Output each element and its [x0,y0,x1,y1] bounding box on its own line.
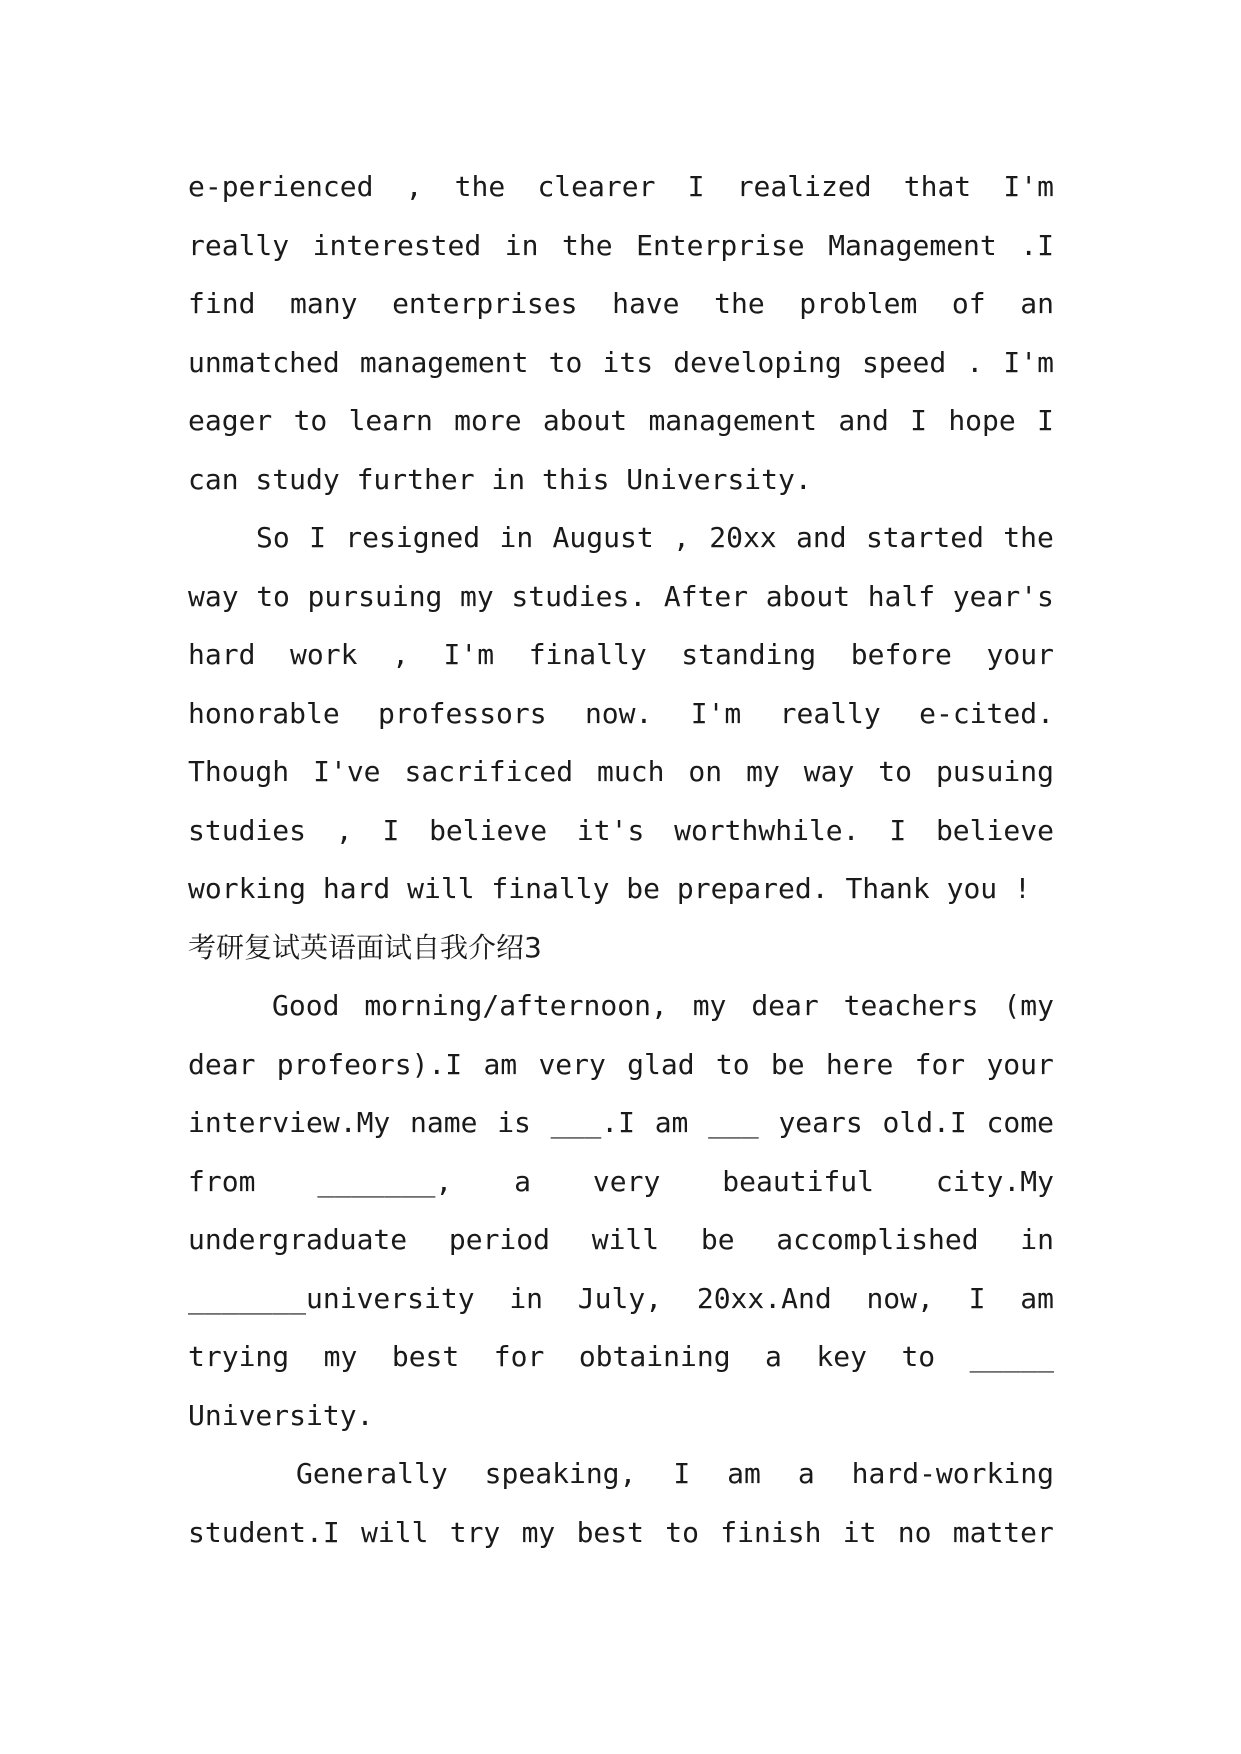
word: dear [751,989,819,1022]
paragraph [188,509,1054,919]
word: am [654,1106,689,1139]
word: obtaining [578,1340,731,1373]
word: started [865,521,984,554]
word: So [256,521,290,554]
word: management [359,345,529,379]
word: before [850,638,952,671]
word: no [897,1515,932,1549]
word: problem [799,287,918,320]
word: I'm [690,696,742,730]
word: _______university [188,1281,475,1315]
word: I [687,170,705,203]
word: speaking, [484,1457,637,1490]
word: morning/afternoon, [364,989,668,1022]
word: half [867,579,936,613]
word: in [1020,1223,1054,1256]
word: on [688,755,723,788]
word: studies. [511,579,647,613]
word: ___.I [550,1106,635,1139]
word: to [548,345,583,379]
word: I'm [443,638,495,671]
word: finish [720,1515,822,1549]
word: year's [952,579,1054,613]
word: student.I [188,1515,340,1549]
text-line [188,1504,1054,1563]
word: finally [528,638,647,671]
word: teachers [843,989,979,1022]
text-line [188,568,1054,627]
word: now, [866,1281,934,1315]
word: way [803,755,855,788]
word: my [746,755,780,788]
section-heading: 考研复试英语面试自我介绍3 [188,930,542,964]
word: is [497,1106,531,1139]
word: the [454,170,506,203]
word: old.I [882,1106,967,1139]
word: my [460,579,494,613]
word: studies [188,813,307,847]
text-line [188,1094,1054,1153]
text-line [188,509,1054,568]
word: Enterprise [636,228,805,262]
word: be [700,1223,735,1256]
word: way [188,579,239,613]
word: 20xx [709,521,777,554]
word: realized [736,170,872,203]
word: and [838,404,889,437]
word: management [648,404,818,437]
word: hard [188,638,256,671]
document-body [188,158,1054,1562]
word: to [715,1047,750,1081]
text-line: can study further in this University. [188,462,812,496]
word: come [986,1106,1054,1139]
word: the [714,287,765,320]
word: beautiful [722,1164,874,1198]
word: standing [681,638,817,671]
word: try [449,1515,501,1549]
word: e-perienced [188,170,374,203]
word: speed [861,345,947,379]
word: professors [378,696,547,730]
word: August [552,521,654,554]
word: best [391,1340,460,1373]
text-line [188,158,1054,217]
word: find [188,287,256,320]
word: e-cited. [919,696,1054,730]
word: unmatched [188,345,340,379]
word: I [1037,404,1054,437]
word: dear [188,1047,256,1081]
word: I [910,404,928,437]
word: period [448,1223,551,1256]
word: to [878,755,913,788]
word: Good [272,989,340,1022]
word: enterprises [392,287,578,320]
word: hope [948,404,1016,437]
word: interview.My [188,1106,391,1139]
word: of [951,287,986,320]
word: , [335,813,353,847]
word: its [602,345,654,379]
word: to [256,579,290,613]
text-line [188,217,1054,276]
word: I [968,1281,986,1315]
text-line [188,275,1054,334]
word: very [538,1047,606,1081]
word: Management [828,228,997,262]
word: am [483,1047,518,1081]
word: After [663,579,749,613]
word: be [770,1047,805,1081]
word: eager [188,404,273,437]
word: sacrificed [404,755,574,788]
word: , [392,638,409,671]
text-line [188,1153,1054,1212]
word: hard-working [851,1457,1054,1490]
word: for [493,1340,545,1373]
word: 20xx.And [696,1281,832,1315]
word: _____ [969,1340,1054,1373]
word: from [188,1164,256,1198]
word: resigned [345,521,481,554]
word: here [825,1047,894,1081]
word: am [727,1457,761,1490]
word: the [1003,521,1054,554]
word: it's [576,813,645,847]
word: undergraduate [188,1223,408,1256]
paragraph [188,977,1054,1445]
word: will [361,1515,429,1549]
word: glad [627,1047,695,1081]
text-line [188,626,1054,685]
word: best [576,1515,645,1549]
word: a [514,1164,531,1198]
word: my [323,1340,358,1373]
text-line: University. [188,1398,374,1432]
text-line [188,1036,1054,1095]
word: for [914,1047,966,1081]
word: ___ [708,1106,759,1139]
word: clearer [537,170,656,203]
word: work [290,638,358,671]
word: (my [1003,989,1054,1022]
word: it [842,1515,877,1549]
word: a [797,1457,815,1490]
word: have [612,287,680,320]
text-line [188,1211,1054,1270]
word: a [765,1340,782,1373]
word: accomplished [776,1223,979,1256]
word: much [597,755,665,788]
word: I'm [1003,170,1054,203]
word: that [903,170,972,203]
word: now. [584,696,653,730]
word: believe [935,813,1054,847]
word: am [1020,1281,1054,1315]
text-line [188,392,1054,451]
word: the [562,228,613,262]
word: key [816,1340,867,1373]
word: I [673,1457,691,1490]
word: name [410,1106,478,1139]
paragraph [188,158,1054,509]
word: my [521,1515,556,1549]
word: years [778,1106,863,1139]
word: and [796,521,847,554]
word: pursuing [307,579,443,613]
word: your [986,1047,1054,1081]
word: to [665,1515,700,1549]
word: in [499,521,534,554]
word: really [188,228,290,262]
word: , [405,170,423,203]
word: in [504,228,539,262]
word: , [673,521,690,554]
text-line [188,743,1054,802]
word: trying [188,1340,290,1373]
text-line [188,977,1054,1036]
word: believe [429,813,548,847]
word: _______, [317,1164,453,1198]
text-line [188,1270,1054,1329]
word: developing [673,345,842,379]
text-line [188,334,1054,393]
word: will [591,1223,660,1256]
text-line [188,1328,1054,1387]
word: I [309,521,326,554]
word: to [293,404,328,437]
word: .I [1020,228,1054,262]
word: worthwhile. [674,813,860,847]
word: really [779,696,881,730]
word: your [986,638,1054,671]
word: Generally [296,1457,448,1490]
text-line [188,1445,1054,1504]
word: profeors).I [276,1047,463,1081]
word: I'm [1003,345,1054,379]
text-line [188,802,1054,861]
word: my [692,989,727,1022]
word: honorable [188,696,340,730]
word: learn [348,404,433,437]
word: I've [313,755,381,788]
word: to [901,1340,936,1373]
word: I [889,813,907,847]
word: interested [312,228,482,262]
word: in [509,1281,544,1315]
word: very [592,1164,661,1198]
word: about [542,404,628,437]
word: matter [952,1515,1054,1549]
word: . [966,345,984,379]
word: Though [188,755,290,788]
word: about [765,579,851,613]
word: pusuing [935,755,1054,788]
word: many [290,287,358,320]
text-line: working hard will finally be prepared. Thank you ! [188,872,1031,905]
word: I [382,813,400,847]
text-line [188,685,1054,744]
word: more [454,404,522,437]
word: July, [577,1281,663,1315]
word: an [1020,287,1054,320]
word: city.My [935,1164,1054,1198]
paragraph [188,1445,1054,1562]
